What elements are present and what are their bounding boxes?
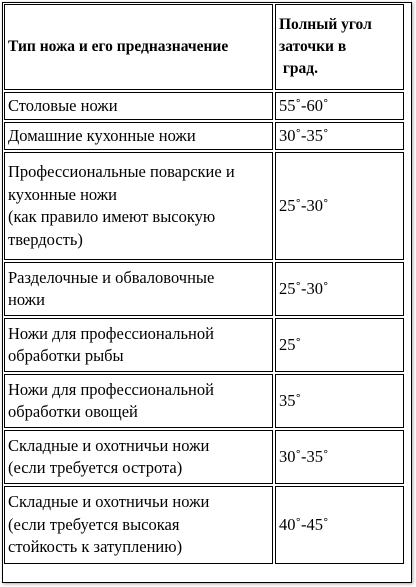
angle-cell: 25˚-30˚ xyxy=(275,262,404,316)
header-knife-type: Тип ножа и его предназначение xyxy=(4,4,273,90)
angle-cell: 55˚-60˚ xyxy=(275,92,404,120)
header-angle-line: заточки в xyxy=(279,38,347,55)
table-row xyxy=(4,486,404,564)
knife-type-cell xyxy=(4,430,273,484)
knife-type-line: Столовые ножи xyxy=(8,95,118,115)
knife-type-line: обработки рыбы xyxy=(8,346,124,365)
knife-type-cell xyxy=(4,374,273,428)
angle-cell: 25˚ xyxy=(275,318,404,372)
table-row xyxy=(4,430,404,484)
angle-cell: 30˚-35˚ xyxy=(275,122,404,150)
knife-type-line: Разделочные и обваловочные xyxy=(8,267,215,287)
table-row xyxy=(4,318,404,372)
knife-type-line: ножи xyxy=(8,290,45,309)
knife-type-cell xyxy=(4,262,273,316)
angle-cell: 30˚-35˚ xyxy=(275,430,404,484)
header-angle-line: Полный угол xyxy=(279,16,372,33)
knife-type-cell xyxy=(4,122,273,150)
knife-type-line: Ножи для профессиональной xyxy=(8,323,214,343)
knife-type-line: обработки овощей xyxy=(8,402,138,421)
angle-cell: 25˚-30˚ xyxy=(275,152,404,260)
table-row xyxy=(4,122,404,150)
knife-type-line: твердость) xyxy=(8,229,83,249)
knife-type-line: Складные и охотничьи ножи xyxy=(8,492,210,512)
knife-type-line: Складные и охотничьи ножи xyxy=(8,435,210,455)
header-row xyxy=(4,4,404,90)
knife-type-line: (если требуется высокая xyxy=(8,514,180,534)
knife-type-cell xyxy=(4,486,273,564)
table-row xyxy=(4,374,404,428)
table-row xyxy=(4,262,404,316)
knife-type-line: кухонные ножи xyxy=(8,184,117,204)
knife-type-line: Профессиональные поварские и xyxy=(8,162,235,181)
knife-type-cell xyxy=(4,92,273,120)
knife-type-line: Ножи для профессиональной xyxy=(8,379,214,399)
knife-type-cell xyxy=(4,318,273,372)
knife-type-line: Домашние кухонные ножи xyxy=(8,125,196,145)
knife-type-line: стойкость к затуплению) xyxy=(8,537,183,557)
header-sharpening-angle xyxy=(275,4,404,90)
knife-type-line: (как правило имеют высокую xyxy=(8,207,216,226)
table-row xyxy=(4,92,404,120)
angle-cell: 40˚-45˚ xyxy=(275,486,404,564)
knife-type-cell xyxy=(4,152,273,260)
knife-type-line: (если требуется острота) xyxy=(8,458,183,477)
header-angle-line: град. xyxy=(279,60,318,77)
sharpening-angle-table xyxy=(2,2,406,566)
table-row xyxy=(4,152,404,260)
angle-cell: 35˚ xyxy=(275,374,404,428)
